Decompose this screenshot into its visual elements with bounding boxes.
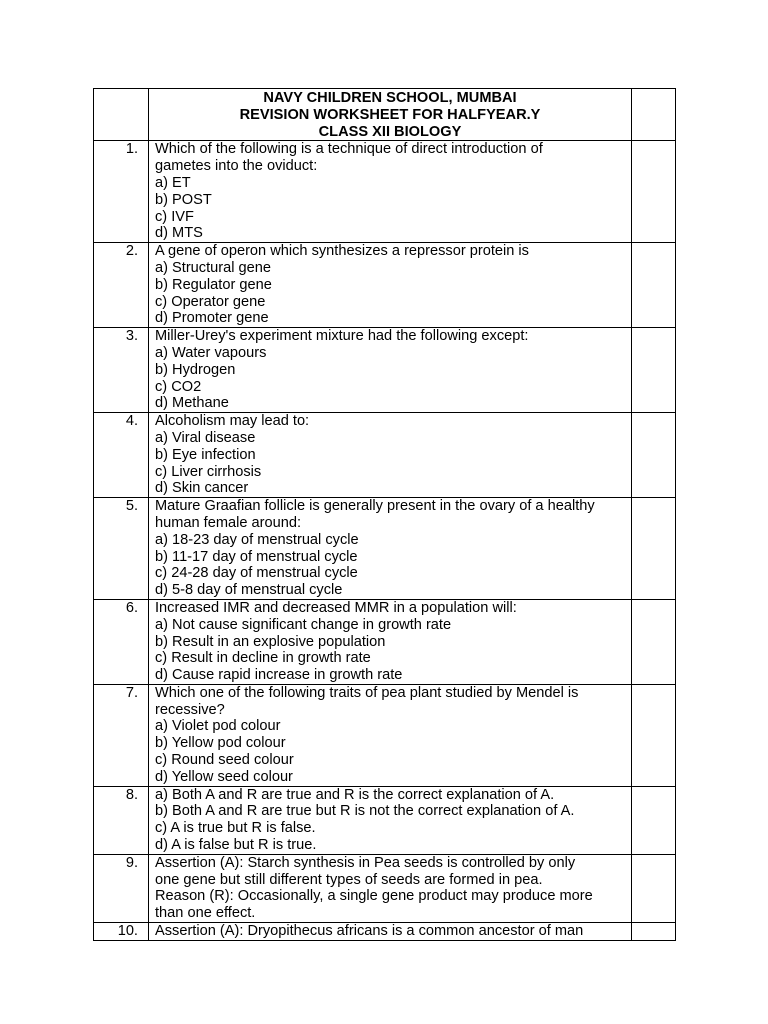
question-line: recessive? bbox=[155, 701, 225, 718]
question-line: Alcoholism may lead to: bbox=[155, 413, 310, 430]
question-line: Assertion (A): Dryopithecus africans is a common ancestor of man bbox=[155, 923, 584, 940]
question-line: a) Structural gene bbox=[155, 259, 272, 276]
question-text-cell bbox=[149, 141, 632, 243]
question-line: a) ET bbox=[155, 174, 191, 191]
question-text-cell bbox=[149, 684, 632, 786]
marks-cell bbox=[632, 599, 676, 684]
marks-cell bbox=[632, 854, 676, 922]
school-name: NAVY CHILDREN SCHOOL, MUMBAI bbox=[263, 90, 517, 106]
question-row bbox=[94, 243, 676, 328]
question-line: b) Hydrogen bbox=[155, 361, 236, 378]
question-line: than one effect. bbox=[155, 905, 256, 922]
question-line: b) Regulator gene bbox=[155, 276, 272, 293]
question-line: one gene but still different types of seeds are formed in pea. bbox=[155, 871, 543, 888]
question-number: 5. bbox=[94, 498, 149, 600]
question-line: Assertion (A): Starch synthesis in Pea seeds is controlled by only bbox=[155, 854, 576, 871]
question-text-cell bbox=[149, 328, 632, 413]
question-line: c) Result in decline in growth rate bbox=[155, 650, 371, 667]
question-line: Mature Graafian follicle is generally present in the ovary of a healthy bbox=[155, 498, 595, 515]
question-row bbox=[94, 599, 676, 684]
question-row bbox=[94, 854, 676, 922]
question-line: b) Result in an explosive population bbox=[155, 633, 386, 650]
marks-cell bbox=[632, 413, 676, 498]
marks-cell bbox=[632, 243, 676, 328]
question-row bbox=[94, 328, 676, 413]
question-line: Reason (R): Occasionally, a single gene product may produce more bbox=[155, 888, 593, 905]
marks-cell bbox=[632, 328, 676, 413]
question-line: A gene of operon which synthesizes a repressor protein is bbox=[155, 243, 529, 260]
question-row bbox=[94, 141, 676, 243]
question-line: Increased IMR and decreased MMR in a population will: bbox=[155, 599, 517, 616]
question-line: c) 24-28 day of menstrual cycle bbox=[155, 565, 358, 582]
question-number: 1. bbox=[94, 141, 149, 243]
question-number: 7. bbox=[94, 684, 149, 786]
worksheet-table bbox=[93, 88, 676, 941]
question-line: b) Eye infection bbox=[155, 446, 256, 463]
header-marks-cell bbox=[632, 89, 676, 141]
question-line: d) Yellow seed colour bbox=[155, 768, 293, 785]
question-text-cell bbox=[149, 854, 632, 922]
question-text-cell bbox=[149, 413, 632, 498]
question-text-cell bbox=[149, 599, 632, 684]
worksheet-body bbox=[94, 89, 676, 941]
question-line: d) Skin cancer bbox=[155, 480, 249, 497]
question-number: 9. bbox=[94, 854, 149, 922]
question-line: b) Yellow pod colour bbox=[155, 735, 286, 752]
question-line: Which of the following is a technique of direct introduction of bbox=[155, 141, 543, 158]
question-line: d) Promoter gene bbox=[155, 310, 269, 327]
header-number-cell bbox=[94, 89, 149, 141]
question-line: d) Cause rapid increase in growth rate bbox=[155, 667, 403, 684]
question-line: a) Water vapours bbox=[155, 344, 267, 361]
header-row bbox=[94, 89, 676, 141]
question-text-cell bbox=[149, 498, 632, 600]
marks-cell bbox=[632, 498, 676, 600]
question-line: c) Liver cirrhosis bbox=[155, 463, 262, 480]
question-row bbox=[94, 923, 676, 941]
question-number: 2. bbox=[94, 243, 149, 328]
question-line: c) IVF bbox=[155, 208, 194, 225]
class-name: CLASS XII BIOLOGY bbox=[318, 123, 462, 140]
question-line: b) 11-17 day of menstrual cycle bbox=[155, 548, 358, 565]
question-line: Miller-Urey's experiment mixture had the following except: bbox=[155, 328, 529, 345]
question-line: gametes into the oviduct: bbox=[155, 158, 318, 175]
question-line: human female around: bbox=[155, 514, 302, 531]
question-number: 8. bbox=[94, 786, 149, 854]
worksheet-title: REVISION WORKSHEET FOR HALFYEAR.Y bbox=[239, 106, 541, 123]
question-line: b) POST bbox=[155, 191, 212, 208]
question-number: 6. bbox=[94, 599, 149, 684]
marks-cell bbox=[632, 923, 676, 941]
question-line: b) Both A and R are true but R is not the correct explanation of A. bbox=[155, 803, 575, 820]
question-line: d) A is false but R is true. bbox=[155, 837, 317, 854]
question-line: a) Not cause significant change in growth rate bbox=[155, 616, 452, 633]
question-text-cell bbox=[149, 923, 632, 941]
question-number: 10. bbox=[94, 923, 149, 941]
question-row bbox=[94, 786, 676, 854]
question-row bbox=[94, 413, 676, 498]
marks-cell bbox=[632, 786, 676, 854]
header-cell bbox=[149, 89, 632, 141]
marks-cell bbox=[632, 141, 676, 243]
question-line: a) Both A and R are true and R is the correct explanation of A. bbox=[155, 786, 555, 803]
marks-cell bbox=[632, 684, 676, 786]
question-line: a) 18-23 day of menstrual cycle bbox=[155, 531, 359, 548]
question-row bbox=[94, 684, 676, 786]
question-line: a) Violet pod colour bbox=[155, 718, 281, 735]
question-number: 4. bbox=[94, 413, 149, 498]
question-line: a) Viral disease bbox=[155, 429, 256, 446]
question-line: d) 5-8 day of menstrual cycle bbox=[155, 582, 343, 599]
question-text-cell bbox=[149, 243, 632, 328]
question-row bbox=[94, 498, 676, 600]
question-line: c) A is true but R is false. bbox=[155, 820, 316, 837]
question-line: c) CO2 bbox=[155, 378, 202, 395]
question-number: 3. bbox=[94, 328, 149, 413]
question-line: d) Methane bbox=[155, 395, 229, 412]
question-line: Which one of the following traits of pea plant studied by Mendel is bbox=[155, 684, 579, 701]
question-line: c) Round seed colour bbox=[155, 752, 294, 769]
question-line: c) Operator gene bbox=[155, 293, 266, 310]
question-text-cell bbox=[149, 786, 632, 854]
question-line: d) MTS bbox=[155, 225, 203, 242]
